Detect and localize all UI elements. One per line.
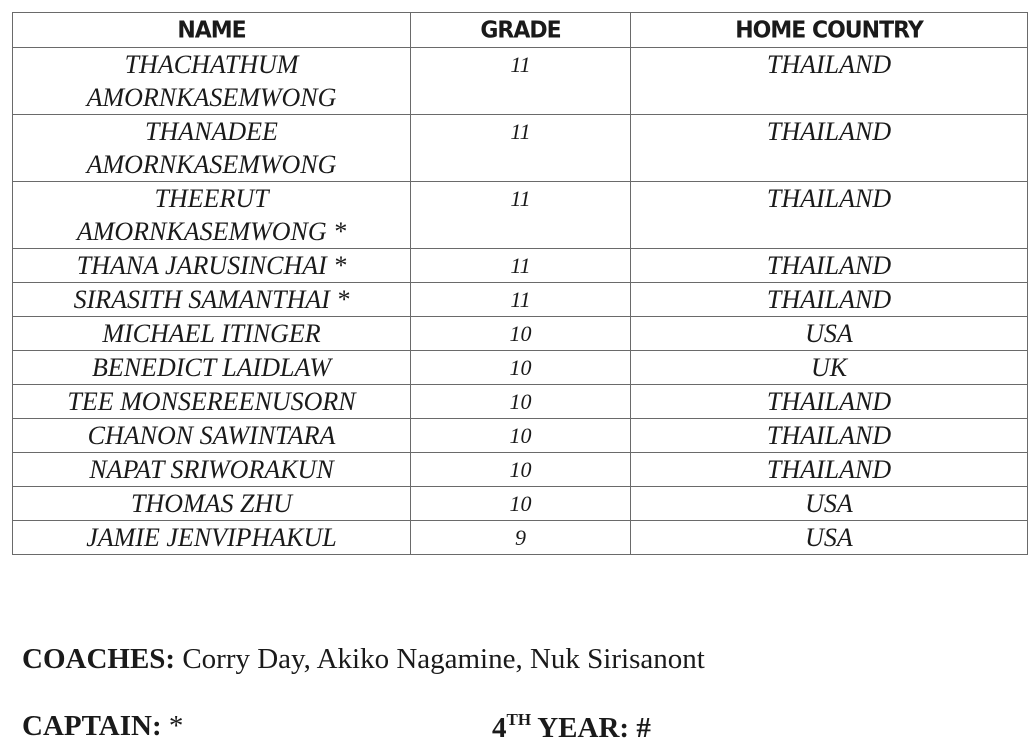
name-line: SIRASITH SAMANTHAI * bbox=[73, 285, 350, 314]
header-name: NAME bbox=[13, 12, 411, 49]
name-line: TEE MONSEREENUSORN bbox=[67, 387, 356, 416]
roster-body bbox=[13, 48, 1028, 555]
grade-cell: 10 bbox=[411, 419, 631, 453]
name-line: AMORNKASEMWONG bbox=[86, 150, 337, 179]
table-row bbox=[13, 48, 1028, 115]
home-country-cell: THAILAND bbox=[631, 453, 1028, 487]
grade-cell: 11 bbox=[411, 249, 631, 283]
table-row bbox=[13, 115, 1028, 182]
grade-cell: 11 bbox=[411, 48, 631, 115]
grade-cell: 11 bbox=[411, 283, 631, 317]
name-line: THEERUT bbox=[154, 184, 269, 213]
name-line: MICHAEL ITINGER bbox=[102, 319, 321, 348]
fourth-year-line bbox=[492, 710, 651, 745]
name-cell bbox=[13, 385, 411, 419]
name-cell bbox=[13, 521, 411, 555]
name-cell bbox=[13, 317, 411, 351]
name-cell bbox=[13, 283, 411, 317]
home-country-cell: THAILAND bbox=[631, 249, 1028, 283]
grade-cell: 10 bbox=[411, 385, 631, 419]
home-country-cell: THAILAND bbox=[631, 48, 1028, 115]
name-cell bbox=[13, 249, 411, 283]
home-country-cell: USA bbox=[631, 487, 1028, 521]
coaches-line bbox=[22, 643, 705, 676]
name-line: JAMIE JENVIPHAKUL bbox=[86, 523, 337, 552]
name-line: THANADEE bbox=[145, 117, 278, 146]
home-country-cell: THAILAND bbox=[631, 385, 1028, 419]
grade-cell: 10 bbox=[411, 317, 631, 351]
table-row bbox=[13, 351, 1028, 385]
captain-label: CAPTAIN: bbox=[22, 710, 162, 742]
fourth-year-label: YEAR: bbox=[531, 712, 630, 744]
table-row bbox=[13, 453, 1028, 487]
grade-cell: 10 bbox=[411, 453, 631, 487]
roster-table bbox=[12, 12, 1028, 555]
table-row bbox=[13, 385, 1028, 419]
name-line: THOMAS ZHU bbox=[130, 489, 293, 518]
grade-cell: 9 bbox=[411, 521, 631, 555]
grade-cell: 10 bbox=[411, 487, 631, 521]
home-country-cell: USA bbox=[631, 317, 1028, 351]
home-country-cell: THAILAND bbox=[631, 419, 1028, 453]
name-line: THACHATHUM bbox=[124, 50, 299, 79]
home-country-cell: USA bbox=[631, 521, 1028, 555]
coaches-value: Corry Day, Akiko Nagamine, Nuk Sirisanont bbox=[175, 643, 705, 675]
table-row bbox=[13, 317, 1028, 351]
name-cell bbox=[13, 115, 411, 182]
fourth-year-number: 4 bbox=[492, 712, 507, 744]
table-row bbox=[13, 283, 1028, 317]
fourth-year-ordinal: TH bbox=[506, 710, 532, 729]
table-row bbox=[13, 487, 1028, 521]
name-line: NAPAT SRIWORAKUN bbox=[89, 455, 334, 484]
name-cell bbox=[13, 182, 411, 249]
name-cell bbox=[13, 453, 411, 487]
home-country-cell: UK bbox=[631, 351, 1028, 385]
name-cell bbox=[13, 487, 411, 521]
name-line: AMORNKASEMWONG * bbox=[76, 217, 347, 246]
captain-value: * bbox=[161, 710, 184, 742]
name-cell bbox=[13, 419, 411, 453]
table-row bbox=[13, 419, 1028, 453]
home-country-cell: THAILAND bbox=[631, 182, 1028, 249]
fourth-year-value: # bbox=[629, 712, 651, 744]
captain-line bbox=[22, 710, 183, 743]
coaches-label: COACHES: bbox=[22, 643, 176, 675]
name-line: THANA JARUSINCHAI * bbox=[76, 251, 347, 280]
table-row bbox=[13, 521, 1028, 555]
table-row bbox=[13, 249, 1028, 283]
name-cell bbox=[13, 48, 411, 115]
header-grade: GRADE bbox=[411, 12, 631, 49]
home-country-cell: THAILAND bbox=[631, 115, 1028, 182]
name-line: BENEDICT LAIDLAW bbox=[91, 353, 332, 382]
header-row bbox=[13, 13, 1028, 48]
header-home-country: HOME COUNTRY bbox=[631, 12, 1028, 49]
home-country-cell: THAILAND bbox=[631, 283, 1028, 317]
grade-cell: 11 bbox=[411, 115, 631, 182]
grade-cell: 10 bbox=[411, 351, 631, 385]
name-line: AMORNKASEMWONG bbox=[86, 83, 337, 112]
name-cell bbox=[13, 351, 411, 385]
table-row bbox=[13, 182, 1028, 249]
grade-cell: 11 bbox=[411, 182, 631, 249]
name-line: CHANON SAWINTARA bbox=[87, 421, 336, 450]
